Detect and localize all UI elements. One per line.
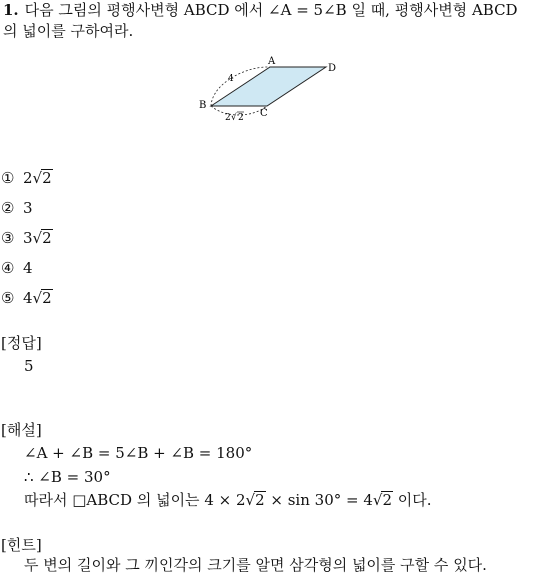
choice-5[interactable]: ⑤ 4√2 — [1, 289, 52, 307]
choice-3-coef: 3 — [23, 229, 33, 247]
side-ab-length-label: 4 — [228, 74, 234, 84]
side-bc-root-sign: √ — [231, 113, 237, 123]
vertex-d-label: D — [328, 63, 337, 74]
choice-1-coef: 2 — [23, 169, 33, 187]
choice-2-marker: ② — [1, 199, 15, 217]
choice-5-coef: 4 — [23, 289, 33, 307]
side-bc-length-coef: 2 — [225, 113, 231, 123]
solution-heading: [해설] — [1, 421, 42, 439]
solution-line-3-post: 이다. — [393, 491, 432, 509]
hint-heading: [힌트] — [1, 536, 42, 554]
choice-3-root: 2 — [42, 229, 52, 247]
choice-5-marker: ⑤ — [1, 289, 15, 307]
choice-2[interactable] — [1, 198, 33, 218]
vertex-a-label: A — [268, 56, 276, 67]
question-text-1: 다음 그림의 평행사변형 ABCD 에서 ∠A = 5∠B 일 때, 평행사변형 ABCD — [24, 1, 518, 19]
parallelogram-shape — [211, 67, 326, 106]
answer-heading: [정답] — [1, 334, 42, 352]
solution-line-3-root-1: 2 — [255, 491, 265, 509]
choice-1[interactable]: ① 2√2 — [1, 169, 52, 187]
parallelogram-figure — [190, 56, 350, 124]
vertex-c-label: C — [260, 108, 268, 119]
question-text-2: 의 넓이를 구하여라. — [3, 22, 134, 40]
choice-1-root: 2 — [42, 169, 52, 187]
choice-2-text: 3 — [23, 199, 33, 217]
solution-line-1: ∠A + ∠B = 5∠B + ∠B = 180° — [24, 444, 253, 462]
choice-4-marker: ④ — [1, 259, 15, 277]
answer-value: 5 — [24, 357, 34, 375]
vertex-b-label: B — [199, 100, 207, 111]
hint-text: 두 변의 길이와 그 끼인각의 크기를 알면 삼각형의 넓이를 구할 수 있다. — [24, 556, 487, 574]
choice-1-marker: ① — [1, 169, 15, 187]
choice-4[interactable] — [1, 258, 33, 278]
solution-line-3: 따라서 □ABCD 의 넓이는 4 × 2√2 × sin 30° = 4√2 이다. — [24, 491, 432, 509]
side-bc-root-value: 2 — [238, 113, 244, 123]
choice-5-root: 2 — [42, 289, 52, 307]
choice-3[interactable]: ③ 3√2 — [1, 229, 52, 247]
solution-line-3-mid: × sin 30° = 4 — [265, 491, 373, 509]
solution-line-2: ∴ ∠B = 30° — [24, 468, 111, 486]
choice-3-marker: ③ — [1, 229, 15, 247]
question-number: 1. — [3, 1, 19, 19]
solution-line-3-pre: 따라서 □ABCD 의 넓이는 4 × 2 — [24, 491, 246, 509]
choice-4-text: 4 — [23, 259, 33, 277]
question-line-1 — [3, 0, 518, 20]
solution-line-3-root-2: 2 — [382, 491, 392, 509]
